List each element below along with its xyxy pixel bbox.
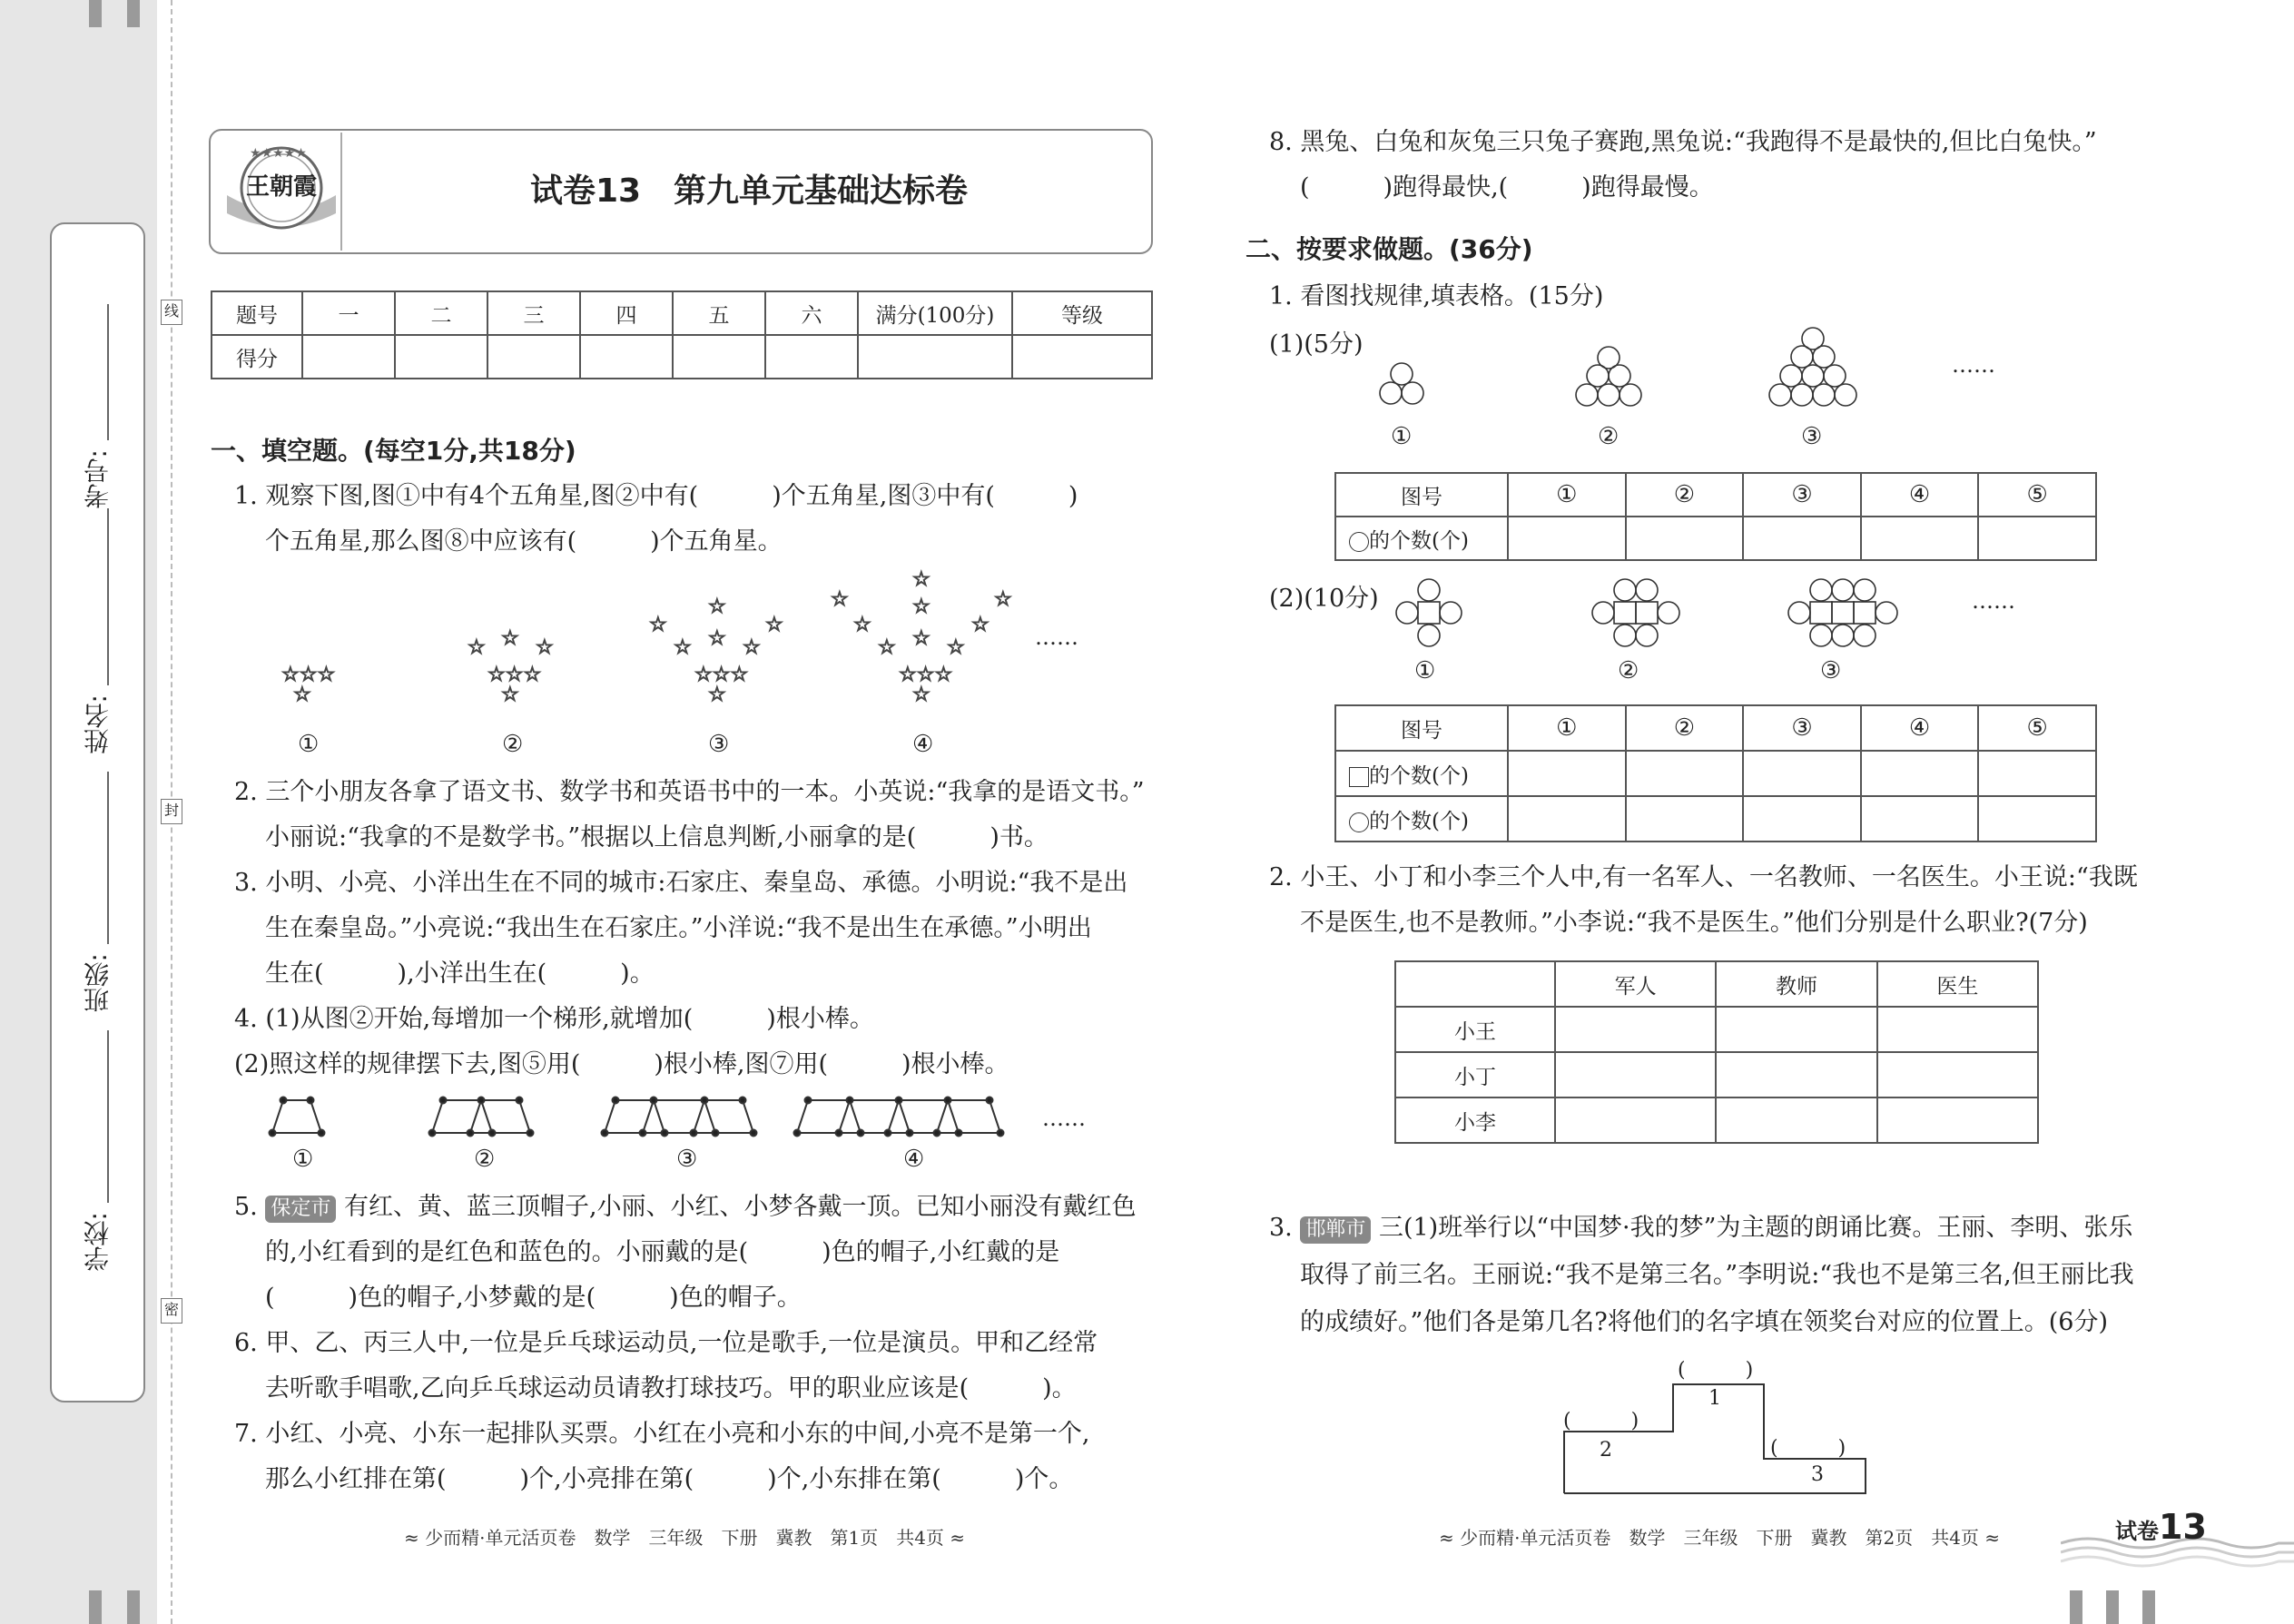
- answer-cell[interactable]: [1978, 751, 2096, 796]
- answer-cell[interactable]: [1716, 1097, 1876, 1143]
- answer-cell[interactable]: [1555, 1097, 1716, 1143]
- s2-q3-line3: 的成绩好。”他们各是第几名?将他们的名字填在领奖台对应的位置上。(6分): [1300, 1308, 2109, 1336]
- paper-badge: [2115, 1507, 2207, 1547]
- table-header: 图号: [1335, 705, 1508, 751]
- score-table: [211, 290, 1153, 379]
- badge-number: 13: [2159, 1507, 2207, 1547]
- circle-icon: [1349, 812, 1369, 832]
- fig-label: ①: [298, 731, 320, 758]
- answer-cell[interactable]: [1508, 517, 1626, 560]
- star-icon: ☆: [708, 627, 726, 650]
- school-field[interactable]: [107, 1030, 109, 1203]
- q5-line1: 5. 保定市 有红、黄、蓝三顶帽子,小丽、小红、小梦各戴一顶。已知小丽没有戴红色: [234, 1193, 1137, 1221]
- podium-second-label: 2: [1600, 1439, 1612, 1462]
- ellipsis: ……: [1035, 625, 1078, 650]
- answer-cell[interactable]: [1716, 1007, 1876, 1052]
- fig-label: ①: [1391, 423, 1413, 450]
- star-icon: ☆: [293, 684, 311, 706]
- podium-blank-first[interactable]: ( ): [1678, 1359, 1754, 1382]
- page-title: 试卷13 第九单元基础达标卷: [529, 172, 969, 210]
- star-icon: ☆☆☆: [899, 664, 953, 686]
- profession-table: [1394, 960, 2039, 1144]
- star-icon: ☆: [743, 636, 761, 659]
- answer-cell[interactable]: [1626, 517, 1744, 560]
- star-figures: [263, 567, 1062, 726]
- star-icon: ☆: [853, 614, 871, 636]
- score-header: 等级: [1012, 291, 1152, 335]
- binder-mark: [2142, 1590, 2155, 1624]
- q5-line2: 的,小红看到的是红色和蓝色的。小丽戴的是( )色的帽子,小红戴的是: [265, 1238, 1060, 1266]
- fig-label: ③: [1801, 423, 1823, 450]
- answer-cell[interactable]: [1508, 796, 1626, 842]
- binder-mark: [89, 1590, 102, 1624]
- q8-line1: 8. 黑兔、白兔和灰兔三只兔子赛跑,黑兔说:“我跑得不是最快的,但比白兔快。”: [1269, 128, 2097, 156]
- star-icon: ☆☆☆: [694, 664, 749, 686]
- q4-line2: (2)照这样的规律摆下去,图⑤用( )根小棒,图⑦用( )根小棒。: [234, 1050, 1009, 1078]
- fig-label: ③: [708, 731, 730, 758]
- s2-q1-part1-label: (1)(5分): [1269, 330, 1364, 359]
- class-label: 班级:: [83, 953, 113, 1013]
- star-icon: ☆: [912, 568, 930, 591]
- logo: [222, 141, 340, 241]
- score-cell[interactable]: [487, 335, 580, 379]
- score-header: 二: [395, 291, 487, 335]
- star-icon: ☆: [912, 595, 930, 618]
- podium-blank-third[interactable]: ( ): [1770, 1437, 1846, 1460]
- star-icon: ☆☆☆: [281, 664, 336, 686]
- answer-cell[interactable]: [1861, 796, 1979, 842]
- table-header: 医生: [1877, 961, 2038, 1007]
- score-header: 题号: [212, 291, 302, 335]
- answer-cell[interactable]: [1743, 751, 1861, 796]
- q3-line1: 3. 小明、小亮、小洋出生在不同的城市:石家庄、秦皇岛、承德。小明说:“我不是出: [234, 869, 1128, 897]
- podium-blank-second[interactable]: ( ): [1563, 1410, 1639, 1432]
- score-header: 六: [765, 291, 858, 335]
- score-header: 四: [580, 291, 673, 335]
- answer-cell[interactable]: [1716, 1052, 1876, 1097]
- star-icon: ☆: [994, 588, 1012, 611]
- table-header: 军人: [1555, 961, 1716, 1007]
- star-icon: ☆: [912, 684, 930, 706]
- table-header: ②: [1626, 705, 1744, 751]
- s2-q1-part2-label: (2)(10分): [1269, 585, 1379, 613]
- score-cell[interactable]: [858, 335, 1012, 379]
- table-header: ⑤: [1978, 705, 2096, 751]
- star-icon: ☆: [468, 636, 486, 659]
- table-header: ③: [1743, 705, 1861, 751]
- binder-mark: [127, 1590, 140, 1624]
- answer-cell[interactable]: [1743, 517, 1861, 560]
- name-label: 姓名:: [83, 694, 113, 754]
- score-header: 一: [302, 291, 395, 335]
- podium-third-label: 3: [1811, 1463, 1824, 1486]
- s2-q2-line1: 2. 小王、小丁和小李三个人中,有一名军人、一名教师、一名医生。小王说:“我既: [1269, 863, 2138, 891]
- q3-line2: 生在秦皇岛。”小亮说:“我出生在石家庄。”小洋说:“我不是出生在承德。”小明出: [265, 914, 1092, 942]
- answer-cell[interactable]: [1877, 1007, 2038, 1052]
- footer-right: ≈ 少而精·单元活页卷 数学 三年级 下册 冀教 第2页 共4页 ≈: [1439, 1527, 2001, 1549]
- q2-line2: 小丽说:“我拿的不是数学书。”根据以上信息判断,小丽拿的是( )书。: [265, 823, 1049, 851]
- fig-label: ②: [474, 1146, 496, 1173]
- score-cell[interactable]: [395, 335, 487, 379]
- podium-first-label: 1: [1708, 1387, 1721, 1410]
- binder-mark: [127, 0, 140, 27]
- table-header: ①: [1508, 705, 1626, 751]
- q3-line3: 生在( ),小洋出生在( )。: [265, 960, 655, 988]
- fig-label: ①: [1414, 657, 1436, 684]
- logo-text: 王朝霞: [245, 173, 317, 201]
- q6-line2: 去听歌手唱歌,乙向乒乓球运动员请教打球技巧。甲的职业应该是( )。: [265, 1374, 1077, 1403]
- s2-q2-line2: 不是医生,也不是教师。”小李说:“我不是医生。”他们分别是什么职业?(7分): [1300, 909, 2088, 937]
- s2-q3-line2: 取得了前三名。王丽说:“我不是第三名。”李明说:“我也不是第三名,但王丽比我: [1300, 1261, 2134, 1289]
- star-icon: ☆: [674, 636, 692, 659]
- answer-cell[interactable]: [1877, 1097, 2038, 1143]
- row-label: [1335, 796, 1508, 842]
- binder-mark: [89, 0, 102, 27]
- name-field[interactable]: [107, 508, 109, 685]
- badge-prefix: 试卷: [2115, 1519, 2159, 1544]
- score-header: 三: [487, 291, 580, 335]
- star-icon: ☆: [649, 614, 667, 636]
- q6-line1: 6. 甲、乙、丙三人中,一位是乒乓球运动员,一位是歌手,一位是演员。甲和乙经常: [234, 1329, 1098, 1357]
- q4-line1: 4. (1)从图②开始,每增加一个梯形,就增加( )根小棒。: [234, 1005, 874, 1033]
- score-cell[interactable]: [1012, 335, 1152, 379]
- cut-mark: 密: [161, 1298, 182, 1324]
- star-icon: ☆: [501, 627, 519, 650]
- row-label: [1335, 517, 1508, 560]
- score-cell[interactable]: [302, 335, 395, 379]
- region-tag: 邯郸市: [1300, 1216, 1371, 1244]
- answer-cell[interactable]: [1978, 796, 2096, 842]
- table-header: ③: [1743, 473, 1861, 517]
- ellipsis: ……: [1972, 588, 2015, 614]
- circle-count-table: [1334, 472, 2097, 561]
- row-label-text: 的个数(个): [1369, 763, 1469, 788]
- score-header: 满分(100分): [858, 291, 1012, 335]
- answer-cell[interactable]: [1508, 751, 1626, 796]
- table-header: ①: [1508, 473, 1626, 517]
- school-label: 学校:: [83, 1212, 113, 1272]
- row-label: 小丁: [1395, 1052, 1555, 1097]
- table-header: [1395, 961, 1555, 1007]
- score-cell[interactable]: [765, 335, 858, 379]
- section2-title: 二、按要求做题。(36分): [1245, 234, 1533, 264]
- s2-q3-line1: 3. 邯郸市 三(1)班举行以“中国梦·我的梦”为主题的朗诵比赛。王丽、李明、张乐: [1269, 1214, 2133, 1242]
- q7-line1: 7. 小红、小亮、小东一起排队买票。小红在小亮和小东的中间,小亮不是第一个,: [234, 1420, 1090, 1448]
- answer-cell[interactable]: [1978, 517, 2096, 560]
- row-label: 小王: [1395, 1007, 1555, 1052]
- binder-mark: [2106, 1590, 2119, 1624]
- star-icon: ☆: [831, 588, 849, 611]
- fig-label: ③: [676, 1146, 698, 1173]
- cut-mark: 线: [161, 300, 182, 325]
- fig-label: ①: [292, 1146, 314, 1173]
- cut-mark: 封: [161, 799, 182, 824]
- row-label: 小李: [1395, 1097, 1555, 1143]
- answer-cell[interactable]: [1555, 1052, 1716, 1097]
- fig-label: ②: [1618, 657, 1639, 684]
- banner-divider: [340, 133, 342, 251]
- q1-line1: 1. 观察下图,图①中有4个五角星,图②中有( )个五角星,图③中有( ): [234, 482, 1078, 510]
- answer-cell[interactable]: [1861, 751, 1979, 796]
- exam-no-label: 考号:: [83, 449, 113, 509]
- q2-line1: 2. 三个小朋友各拿了语文书、数学书和英语书中的一本。小英说:“我拿的是语文书。”: [234, 778, 1145, 806]
- answer-cell[interactable]: [1626, 796, 1744, 842]
- star-icon: ☆: [912, 627, 930, 650]
- table-header: ②: [1626, 473, 1744, 517]
- square-circle-figures: [1371, 576, 1915, 658]
- star-icon: ☆: [947, 636, 965, 659]
- table-header: ④: [1861, 473, 1979, 517]
- trapezoid-figures: [263, 1089, 1062, 1144]
- circle-triangle-figures: [1362, 327, 1906, 427]
- table-header: ④: [1861, 705, 1979, 751]
- row-label: [1335, 751, 1508, 796]
- q1-line2: 个五角星,那么图⑧中应该有( )个五角星。: [265, 527, 783, 556]
- star-icon: ☆: [708, 595, 726, 618]
- row-label-text: 的个数(个): [1369, 809, 1469, 833]
- star-icon: ☆: [878, 636, 896, 659]
- score-cell[interactable]: [580, 335, 673, 379]
- score-row-label: 得分: [212, 335, 302, 379]
- answer-cell[interactable]: [1861, 517, 1979, 560]
- region-tag: 保定市: [265, 1196, 336, 1223]
- square-circle-table: [1334, 704, 2097, 842]
- star-icon: ☆☆☆: [487, 664, 542, 686]
- table-header: 教师: [1716, 961, 1876, 1007]
- star-icon: ☆: [536, 636, 554, 659]
- score-header: 五: [673, 291, 765, 335]
- answer-cell[interactable]: [1626, 751, 1744, 796]
- star-icon: ☆: [765, 614, 783, 636]
- q5-line3: ( )色的帽子,小梦戴的是( )色的帽子。: [265, 1284, 802, 1312]
- table-header: 图号: [1335, 473, 1508, 517]
- square-icon: [1349, 767, 1369, 787]
- circle-icon: [1349, 532, 1369, 552]
- class-field[interactable]: [107, 772, 109, 944]
- fig-label: ④: [903, 1146, 925, 1173]
- star-icon: ☆: [708, 684, 726, 706]
- ellipsis: ……: [1042, 1106, 1086, 1131]
- answer-cell[interactable]: [1555, 1007, 1716, 1052]
- star-icon: ☆: [501, 684, 519, 706]
- answer-cell[interactable]: [1877, 1052, 2038, 1097]
- q5-text: 有红、黄、蓝三顶帽子,小丽、小红、小梦各戴一顶。已知小丽没有戴红色: [343, 1193, 1137, 1221]
- svg-text:★★★★★: ★★★★★: [250, 146, 307, 161]
- q8-line2: ( )跑得最快,( )跑得最慢。: [1300, 173, 1714, 202]
- s2-q3-text: 三(1)班举行以“中国梦·我的梦”为主题的朗诵比赛。王丽、李明、张乐: [1378, 1214, 2133, 1242]
- table-header: ⑤: [1978, 473, 2096, 517]
- fig-label: ④: [912, 731, 934, 758]
- row-label-text: 的个数(个): [1369, 528, 1469, 553]
- s2-q1-title: 1. 看图找规律,填表格。(15分): [1269, 282, 1604, 310]
- footer-left: ≈ 少而精·单元活页卷 数学 三年级 下册 冀教 第1页 共4页 ≈: [404, 1527, 966, 1549]
- q7-line2: 那么小红排在第( )个,小亮排在第( )个,小东排在第( )个。: [265, 1465, 1074, 1493]
- score-cell[interactable]: [673, 335, 765, 379]
- section1-title: 一、填空题。(每空1分,共18分): [211, 436, 576, 466]
- fig-label: ②: [1598, 423, 1620, 450]
- ellipsis: ……: [1952, 352, 1995, 378]
- star-icon: ☆: [971, 614, 989, 636]
- fig-label: ③: [1820, 657, 1842, 684]
- fig-label: ②: [502, 731, 524, 758]
- answer-cell[interactable]: [1743, 796, 1861, 842]
- exam-no-field[interactable]: [107, 304, 109, 440]
- binder-mark: [2070, 1590, 2082, 1624]
